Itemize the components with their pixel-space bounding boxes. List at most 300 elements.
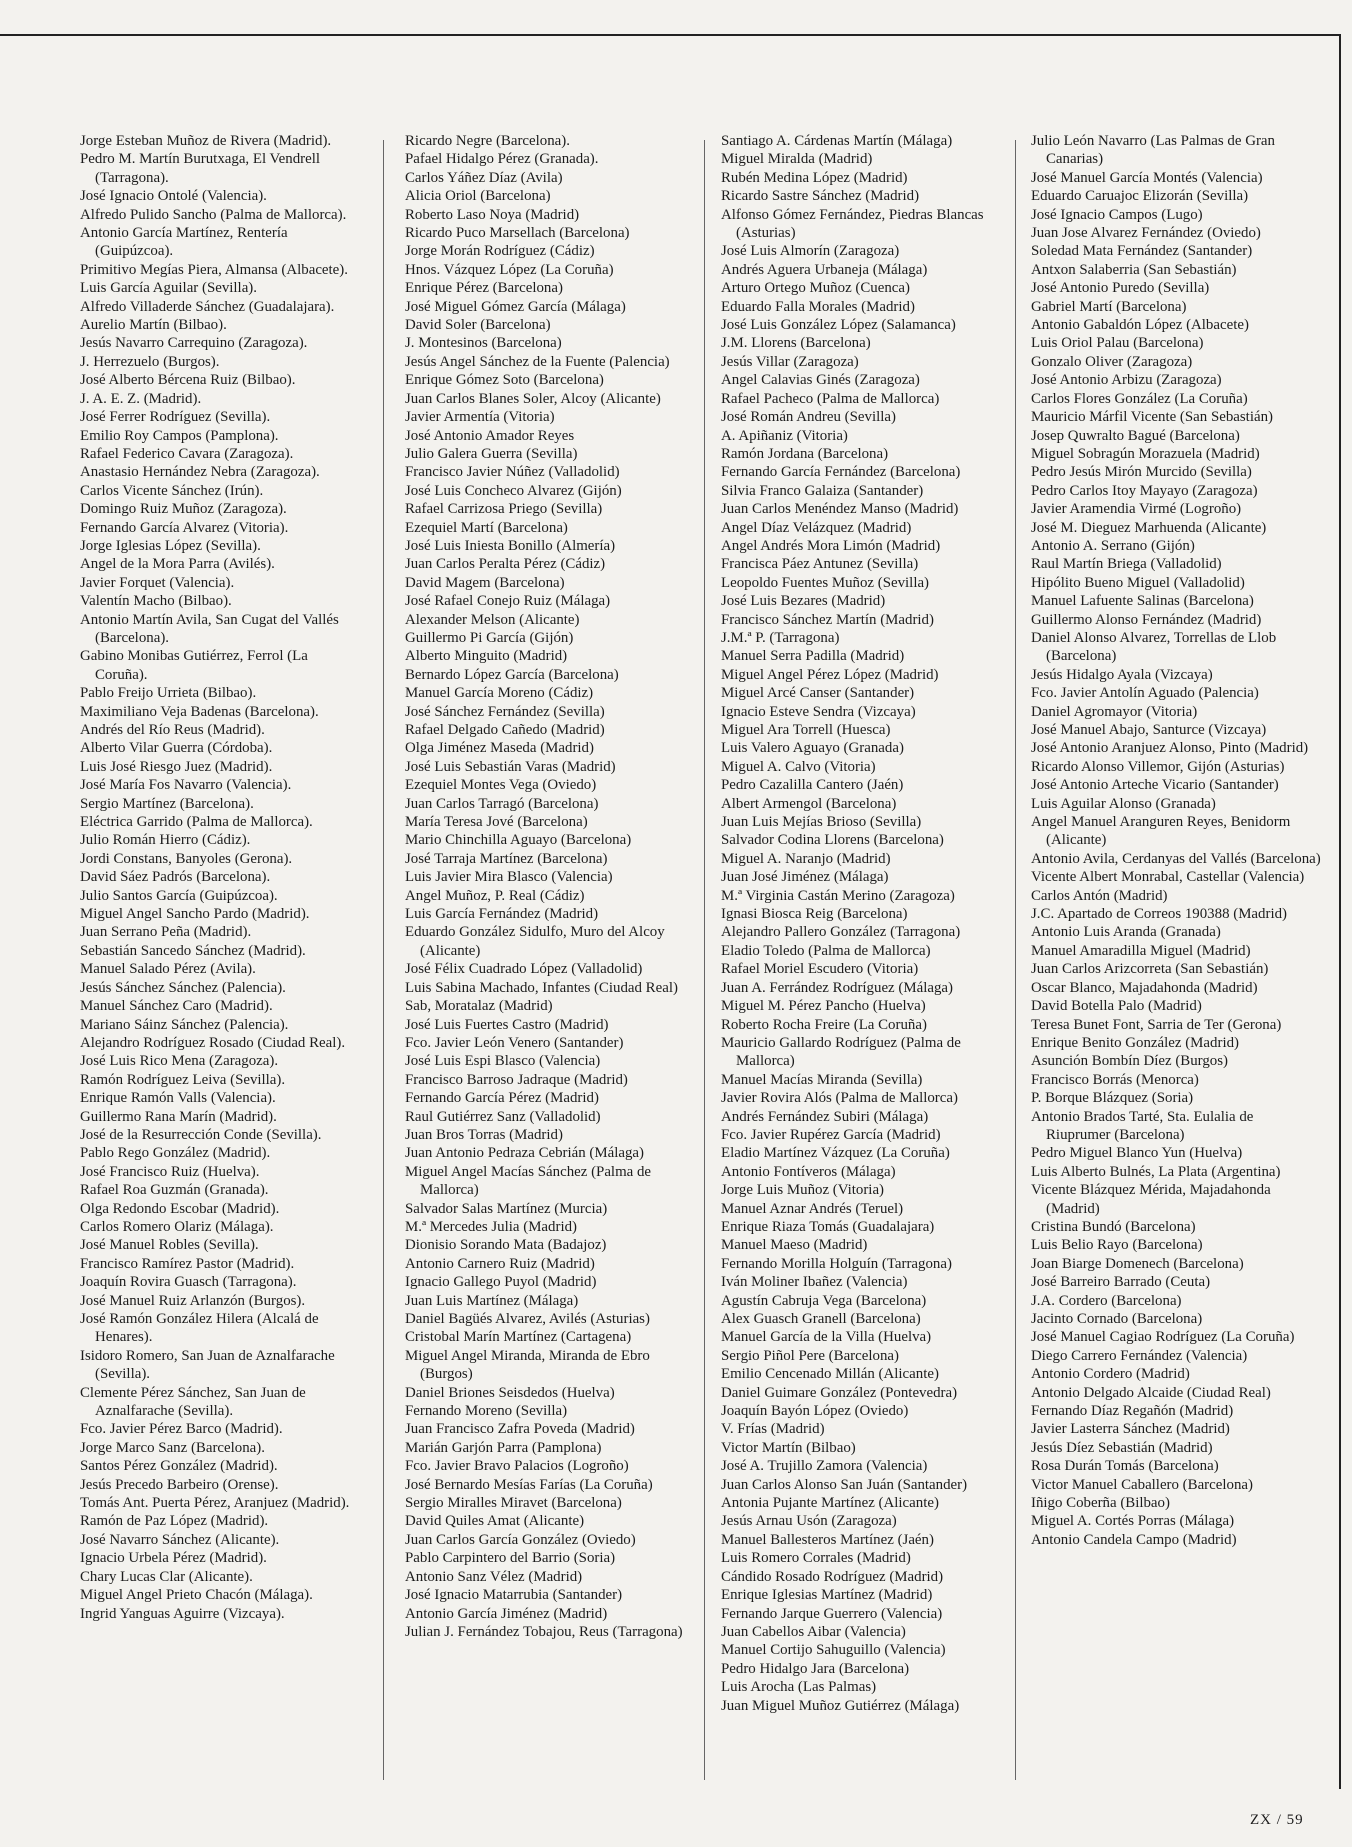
list-item: Juan A. Ferrández Rodríguez (Málaga) [721, 979, 953, 996]
list-item: Antxon Salaberria (San Sebastián) [1031, 261, 1237, 278]
list-item: Antonio Carnero Ruiz (Madrid) [405, 1255, 595, 1272]
list-item: José María Fos Navarro (Valencia). [80, 777, 292, 794]
list-item: Gabriel Martí (Barcelona) [1031, 298, 1187, 315]
list-item: Miguel Angel Prieto Chacón (Málaga). [80, 1587, 313, 1604]
list-item: José Alberto Bércena Ruiz (Bilbao). [80, 372, 296, 389]
list-item: Albert Armengol (Barcelona) [721, 795, 897, 812]
list-item: Miguel Angel Sancho Pardo (Madrid). [80, 906, 310, 923]
list-item: José Antonio Puredo (Sevilla) [1031, 280, 1210, 297]
list-item: Juan Carlos Arizcorreta (San Sebastián) [1031, 961, 1269, 978]
list-item: Pedro Cazalilla Cantero (Jaén) [721, 777, 904, 794]
list-item: Victor Manuel Caballero (Barcelona) [1031, 1476, 1253, 1493]
list-item: Andrés Fernández Subiri (Málaga) [721, 1108, 929, 1125]
list-item: Josep Quwralto Bagué (Barcelona) [1031, 427, 1240, 444]
list-item: Miguel Angel Miranda, Miranda de Ebro (Burgos) [405, 1347, 650, 1383]
list-item: Jesús Villar (Zaragoza) [721, 353, 859, 370]
list-item: Chary Lucas Clar (Alicante). [80, 1568, 253, 1585]
list-item: Roberto Laso Noya (Madrid) [405, 206, 580, 223]
list-item: Soledad Mata Fernández (Santander) [1031, 243, 1253, 260]
list-item: Maximiliano Veja Badenas (Barcelona). [80, 703, 319, 720]
list-item: Antonio Avila, Cerdanyas del Vallés (Barcelona) [1031, 850, 1321, 867]
list-item: Antonio García Jiménez (Madrid) [405, 1605, 608, 1622]
list-item: Sergio Martínez (Barcelona). [80, 795, 254, 812]
list-item: Manuel Aznar Andrés (Teruel) [721, 1200, 904, 1217]
list-item: Agustín Cabruja Vega (Barcelona) [721, 1292, 927, 1309]
list-item: Raul Gutiérrez Sanz (Valladolid) [405, 1108, 601, 1125]
list-item: Silvia Franco Galaiza (Santander) [721, 482, 924, 499]
list-item: Ignacio Urbela Pérez (Madrid). [80, 1550, 267, 1567]
list-item: Juan Carlos Tarragó (Barcelona) [405, 795, 599, 812]
list-item: José Luis Rico Mena (Zaragoza). [80, 1053, 279, 1070]
list-item: Alexander Melson (Alicante) [405, 611, 580, 628]
list-item: José Miguel Gómez García (Málaga) [405, 298, 626, 315]
list-item: José Barreiro Barrado (Ceuta) [1031, 1274, 1211, 1291]
list-item: Antonio Gabaldón López (Albacete) [1031, 317, 1249, 334]
list-item: Angel Manuel Aranguren Reyes, Benidorm (Alicante) [1031, 814, 1291, 849]
list-item: María Teresa Jové (Barcelona) [405, 814, 588, 831]
list-item: Carlos Romero Olariz (Málaga). [80, 1218, 274, 1235]
list-item: Miguel Ara Torrell (Huesca) [721, 722, 891, 738]
list-item: Rafael Federico Cavara (Zaragoza). [80, 445, 294, 462]
list-item: Manuel Amaradilla Miguel (Madrid) [1031, 942, 1251, 959]
list-item: Bernardo López García (Barcelona) [405, 666, 619, 683]
list-item: Pedro M. Martín Burutxaga, El Vendrell (Tarragona). [80, 151, 321, 186]
list-item: Ramón de Paz López (Madrid). [80, 1513, 269, 1530]
list-item: Manuel Cortijo Sahuguillo (Valencia) [721, 1642, 946, 1659]
list-item: Anastasio Hernández Nebra (Zaragoza). [80, 464, 320, 481]
list-item: Dionisio Sorando Mata (Badajoz) [405, 1237, 607, 1254]
list-item: Jorge Luis Muñoz (Vitoria) [721, 1182, 885, 1199]
list-item: Santiago A. Cárdenas Martín (Málaga) [721, 133, 953, 149]
list-item: José Luis Almorín (Zaragoza) [721, 243, 900, 260]
list-item: Raul Martín Briega (Valladolid) [1031, 556, 1222, 573]
list-item: Guillermo Alonso Fernández (Madrid) [1031, 611, 1262, 628]
list-item: Julio Galera Guerra (Sevilla) [405, 445, 578, 462]
list-item: Sebastián Sancedo Sánchez (Madrid). [80, 942, 306, 959]
list-item: José Luis Sebastián Varas (Madrid) [405, 758, 616, 775]
list-item: Francisco Ramírez Pastor (Madrid). [80, 1255, 295, 1272]
list-item: Fco. Javier León Venero (Santander) [405, 1034, 624, 1051]
list-item: Luis Oriol Palau (Barcelona) [1031, 335, 1204, 352]
list-item: Antonio Delgado Alcaide (Ciudad Real) [1031, 1384, 1271, 1401]
list-item: Daniel Briones Seisdedos (Huelva) [405, 1384, 615, 1401]
list-item: Rafael Moriel Escudero (Vitoria) [721, 961, 919, 978]
list-item: Aurelio Martín (Bilbao). [80, 317, 227, 334]
list-item: Luis Sabina Machado, Infantes (Ciudad Real) [405, 979, 678, 996]
list-item: José Francisco Ruiz (Huelva). [80, 1163, 260, 1180]
list-item: J.C. Apartado de Correos 190388 (Madrid) [1031, 906, 1287, 923]
list-item: Ignasi Biosca Reig (Barcelona) [721, 906, 908, 923]
list-item: Eduardo González Sidulfo, Muro del Alcoy (Alicante) [405, 924, 665, 959]
list-item: José Ignacio Campos (Lugo) [1031, 206, 1203, 223]
list-item: Diego Carrero Fernández (Valencia) [1031, 1347, 1248, 1364]
list-item: Guillermo Pi García (Gijón) [405, 629, 574, 646]
list-item: Rafael Pacheco (Palma de Mallorca) [721, 390, 940, 407]
list-item: Cristobal Marín Martínez (Cartagena) [405, 1329, 632, 1346]
list-item: Juan Antonio Pedraza Cebrián (Málaga) [405, 1145, 644, 1162]
list-item: Miguel Angel Macías Sánchez (Palma de Mallorca) [405, 1163, 652, 1199]
list-item: José Antonio Arbizu (Zaragoza) [1031, 372, 1222, 389]
column-divider [704, 140, 705, 1780]
list-item: Antonio Cordero (Madrid) [1031, 1366, 1190, 1383]
list-item: Luis Alberto Bulnés, La Plata (Argentina) [1031, 1163, 1281, 1180]
list-item: Antonio Brados Tarté, Sta. Eulalia de Riuprumer (Barcelona) [1031, 1108, 1254, 1143]
list-item: Iñigo Coberña (Bilbao) [1031, 1495, 1170, 1512]
list-item: Teresa Bunet Font, Sarria de Ter (Gerona) [1031, 1016, 1282, 1033]
list-item: Julian J. Fernández Tobajou, Reus (Tarragona) [405, 1623, 683, 1640]
list-item: Ramón Rodríguez Leiva (Sevilla). [80, 1071, 286, 1088]
list-item: Daniel Bagüés Alvarez, Avilés (Asturias) [405, 1311, 650, 1327]
list-item: Jesús Díez Sebastián (Madrid) [1031, 1439, 1213, 1456]
list-item: Ignacio Esteve Sendra (Vizcaya) [721, 703, 916, 720]
list-item: Fernando Moreno (Sevilla) [405, 1403, 568, 1420]
list-item: Julio Santos García (Guipúzcoa). [80, 887, 278, 904]
list-item: Luis García Fernández (Madrid) [405, 906, 599, 923]
list-item: Pablo Carpintero del Barrio (Soria) [405, 1550, 616, 1567]
list-item: José Manuel Abajo, Santurce (Vizcaya) [1031, 722, 1267, 738]
list-item: Fco. Javier Rupérez García (Madrid) [721, 1126, 941, 1143]
list-item: José Manuel Cagiao Rodríguez (La Coruña) [1031, 1329, 1295, 1346]
list-item: Alicia Oriol (Barcelona) [405, 188, 551, 205]
list-item: Antonio García Martínez, Rentería (Guipúzcoa). [80, 225, 288, 260]
list-item: Leopoldo Fuentes Muñoz (Sevilla) [721, 574, 930, 591]
list-item: Carlos Flores González (La Coruña) [1031, 390, 1248, 407]
list-item: Angel Calavias Ginés (Zaragoza) [721, 372, 920, 389]
list-item: Jesús Sánchez Sánchez (Palencia). [80, 979, 286, 996]
list-item: Alberto Minguito (Madrid) [405, 648, 568, 665]
list-item: Alex Guasch Granell (Barcelona) [721, 1311, 921, 1327]
list-item: Vicente Blázquez Mérida, Majadahonda (Madrid) [1031, 1182, 1271, 1217]
list-item: Eladio Toledo (Palma de Mallorca) [721, 942, 931, 959]
list-item: Mauricio Márfil Vicente (San Sebastián) [1031, 409, 1273, 426]
list-item: Manuel Ballesteros Martínez (Jaén) [721, 1531, 934, 1548]
list-item: Jorge Esteban Muñoz de Rivera (Madrid). [80, 133, 332, 149]
list-item: Ezequiel Montes Vega (Oviedo) [405, 777, 597, 794]
list-item: José Félix Cuadrado López (Valladolid) [405, 961, 643, 978]
list-item: Rafael Roa Guzmán (Granada). [80, 1182, 269, 1199]
list-item: Francisca Páez Antunez (Sevilla) [721, 556, 919, 573]
list-item: Victor Martín (Bilbao) [721, 1439, 856, 1456]
column-divider [1015, 140, 1016, 1780]
list-item: Ricardo Alonso Villemor, Gijón (Asturias) [1031, 758, 1285, 775]
list-item: Hipólito Bueno Miguel (Valladolid) [1031, 574, 1245, 591]
list-item: Luis Javier Mira Blasco (Valencia) [405, 869, 613, 886]
name-column-4 [1031, 132, 1321, 1782]
list-item: Ignacio Gallego Puyol (Madrid) [405, 1274, 597, 1291]
list-item: José Ramón González Hilera (Alcalá de Henares). [80, 1311, 319, 1346]
list-item: Asunción Bombín Díez (Burgos) [1031, 1053, 1229, 1070]
list-item: Alfonso Gómez Fernández, Piedras Blancas (Asturias) [721, 206, 984, 242]
list-item: Salvador Salas Martínez (Murcia) [405, 1200, 608, 1217]
list-item: Enrique Ramón Valls (Valencia). [80, 1090, 276, 1107]
list-item: Pedro Hidalgo Jara (Barcelona) [721, 1660, 910, 1677]
list-item: Antonio Luis Aranda (Granada) [1031, 924, 1221, 941]
list-item: Andrés Aguera Urbaneja (Málaga) [721, 261, 928, 278]
list-item: Santos Pérez González (Madrid). [80, 1458, 278, 1475]
list-item: José Manuel Ruiz Arlanzón (Burgos). [80, 1292, 306, 1309]
list-item: Luis Romero Corrales (Madrid) [721, 1550, 911, 1567]
list-item: Jesús Angel Sánchez de la Fuente (Palencia) [405, 353, 670, 370]
list-item: Sergio Piñol Pere (Barcelona) [721, 1347, 899, 1364]
list-item: Valentín Macho (Bilbao). [80, 593, 232, 610]
list-item: Javier Forquet (Valencia). [80, 574, 235, 591]
list-item: Juan Carlos Blanes Soler, Alcoy (Alicante) [405, 390, 661, 407]
list-item: J.A. Cordero (Barcelona) [1031, 1292, 1182, 1309]
list-item: Juan Bros Torras (Madrid) [405, 1126, 563, 1143]
list-item: Pablo Rego González (Madrid). [80, 1145, 271, 1162]
list-item: Jacinto Cornado (Barcelona) [1031, 1311, 1203, 1327]
list-item: José Ignacio Matarrubia (Santander) [405, 1587, 623, 1604]
list-item: Jordi Constans, Banyoles (Gerona). [80, 850, 293, 867]
list-item: José Sánchez Fernández (Sevilla) [405, 703, 605, 720]
list-item: Fernando Jarque Guerrero (Valencia) [721, 1605, 943, 1622]
list-item: Fco. Javier Pérez Barco (Madrid). [80, 1421, 283, 1438]
list-item: Fernando García Alvarez (Vitoria). [80, 519, 289, 536]
list-item: Manuel García de la Villa (Huelva) [721, 1329, 932, 1346]
list-item: Cristina Bundó (Barcelona) [1031, 1218, 1196, 1235]
list-item: Angel de la Mora Parra (Avilés). [80, 556, 275, 573]
list-item: Carlos Yáñez Díaz (Avila) [405, 169, 563, 186]
list-item: Juan Carlos García González (Oviedo) [405, 1531, 636, 1548]
list-item: Manuel Sánchez Caro (Madrid). [80, 998, 273, 1015]
list-item: Juan Cabellos Aibar (Valencia) [721, 1623, 906, 1640]
list-item: José Ferrer Rodríguez (Sevilla). [80, 409, 271, 426]
list-item: Manuel García Moreno (Cádiz) [405, 685, 594, 702]
list-item: Antonio A. Serrano (Gijón) [1031, 537, 1195, 554]
list-item: Daniel Guimare González (Pontevedra) [721, 1384, 958, 1401]
list-item: Enrique Benito González (Madrid) [1031, 1034, 1239, 1051]
list-item: José Manuel Robles (Sevilla). [80, 1237, 259, 1254]
list-item: Francisco Barroso Jadraque (Madrid) [405, 1071, 628, 1088]
list-item: Fco. Javier Bravo Palacios (Logroño) [405, 1458, 629, 1475]
column-divider [383, 140, 384, 1780]
list-item: Primitivo Megías Piera, Almansa (Albacete). [80, 261, 348, 278]
list-item: Pedro Carlos Itoy Mayayo (Zaragoza) [1031, 482, 1258, 499]
list-item: Miguel Angel Pérez López (Madrid) [721, 666, 939, 683]
list-item: Rafael Delgado Cañedo (Madrid) [405, 722, 605, 738]
list-item: Ezequiel Martí (Barcelona) [405, 519, 568, 536]
list-item: Tomás Ant. Puerta Pérez, Aranjuez (Madrid). [80, 1495, 350, 1512]
list-item: José Navarro Sánchez (Alicante). [80, 1531, 280, 1548]
list-item: Miguel Sobragún Morazuela (Madrid) [1031, 445, 1260, 462]
list-item: Enrique Iglesias Martínez (Madrid) [721, 1587, 933, 1604]
list-item: Eduardo Falla Morales (Madrid) [721, 298, 915, 315]
list-item: Olga Redondo Escobar (Madrid). [80, 1200, 280, 1217]
list-item: Alfredo Villaderde Sánchez (Guadalajara). [80, 298, 335, 315]
list-item: Francisco Borrás (Menorca) [1031, 1071, 1199, 1088]
list-item: Manuel Macías Miranda (Sevilla) [721, 1071, 923, 1088]
list-item: José Tarraja Martínez (Barcelona) [405, 850, 608, 867]
list-item: Angel Díaz Velázquez (Madrid) [721, 519, 912, 536]
list-item: Guillermo Rana Marín (Madrid). [80, 1108, 277, 1125]
list-item: Angel Muñoz, P. Real (Cádiz) [405, 887, 585, 904]
list-item: Miguel A. Naranjo (Madrid) [721, 850, 891, 867]
list-item: Alejandro Rodríguez Rosado (Ciudad Real). [80, 1034, 346, 1051]
list-item: Miguel Arcé Canser (Santander) [721, 685, 915, 702]
list-item: Fernando Díaz Regañón (Madrid) [1031, 1403, 1234, 1420]
list-item: Rafael Carrizosa Priego (Sevilla) [405, 501, 603, 518]
list-item: Angel Andrés Mora Limón (Madrid) [721, 537, 941, 554]
list-item: Enrique Pérez (Barcelona) [405, 280, 563, 297]
right-rule [1339, 34, 1341, 1789]
list-item: Antonio Martín Avila, San Cugat del Vallés (Barcelona). [80, 611, 339, 646]
list-item: Ricardo Puco Marsellach (Barcelona) [405, 225, 630, 242]
list-item: José Luis Fuertes Castro (Madrid) [405, 1016, 609, 1033]
list-item: Luis Valero Aguayo (Granada) [721, 740, 904, 757]
list-item: Fco. Javier Antolín Aguado (Palencia) [1031, 685, 1259, 702]
name-column-1 [80, 132, 362, 1782]
list-item: Pedro Jesús Mirón Murcido (Sevilla) [1031, 464, 1252, 481]
list-item: Ricardo Sastre Sánchez (Madrid) [721, 188, 920, 205]
list-item: José A. Trujillo Zamora (Valencia) [721, 1458, 928, 1475]
list-item: Eduardo Caruajoc Elizorán (Sevilla) [1031, 188, 1249, 205]
list-item: Antonio Sanz Vélez (Madrid) [405, 1568, 583, 1585]
page-number: ZX / 59 [1250, 1812, 1304, 1828]
list-item: José Manuel García Montés (Valencia) [1031, 169, 1263, 186]
list-item: Juan José Jiménez (Málaga) [721, 869, 889, 886]
list-item: M.ª Virginia Castán Merino (Zaragoza) [721, 887, 955, 904]
list-item: José de la Resurrección Conde (Sevilla). [80, 1126, 322, 1143]
list-item: Francisco Sánchez Martín (Madrid) [721, 611, 934, 628]
list-item: Jesús Hidalgo Ayala (Vizcaya) [1031, 666, 1213, 683]
list-item: David Magem (Barcelona) [405, 574, 565, 591]
list-item: Alejandro Pallero González (Tarragona) [721, 924, 961, 941]
list-item: Iván Moliner Ibañez (Valencia) [721, 1274, 908, 1291]
list-item: Ingrid Yanguas Aguirre (Vizcaya). [80, 1605, 285, 1622]
list-item: Manuel Maeso (Madrid) [721, 1237, 868, 1254]
list-item: Luis Belio Rayo (Barcelona) [1031, 1237, 1203, 1254]
list-item: Gonzalo Oliver (Zaragoza) [1031, 353, 1193, 370]
list-item: Luis García Aguilar (Sevilla). [80, 280, 257, 297]
list-item: Juan Francisco Zafra Poveda (Madrid) [405, 1421, 635, 1438]
list-item: Jesús Precedo Barbeiro (Orense). [80, 1476, 279, 1493]
list-item: J.M. Llorens (Barcelona) [721, 335, 871, 352]
list-item: Eléctrica Garrido (Palma de Mallorca). [80, 814, 313, 831]
list-item: Daniel Alonso Alvarez, Torrellas de Llob (Barcelona) [1031, 629, 1277, 665]
list-item: Pablo Freijo Urrieta (Bilbao). [80, 685, 257, 702]
list-item: José Luis Iniesta Bonillo (Almería) [405, 537, 616, 554]
list-item: Mario Chinchilla Aguayo (Barcelona) [405, 832, 632, 849]
list-item: Andrés del Río Reus (Madrid). [80, 722, 265, 738]
name-column-2 [405, 132, 687, 1782]
list-item: Oscar Blanco, Majadahonda (Madrid) [1031, 979, 1258, 996]
list-item: Antonio Fontíveros (Málaga) [721, 1163, 896, 1180]
list-item: Juan Jose Alvarez Fernández (Oviedo) [1031, 225, 1261, 242]
list-item: Domingo Ruiz Muñoz (Zaragoza). [80, 501, 287, 518]
list-item: Jorge Marco Sanz (Barcelona). [80, 1439, 265, 1456]
list-item: P. Borque Blázquez (Soria) [1031, 1090, 1194, 1107]
list-item: M.ª Mercedes Julia (Madrid) [405, 1218, 577, 1235]
list-item: Mariano Sáinz Sánchez (Palencia). [80, 1016, 289, 1033]
list-item: José Bernardo Mesías Farías (La Coruña) [405, 1476, 653, 1493]
list-item: Juan Carlos Alonso San Juán (Santander) [721, 1476, 968, 1493]
list-item: Carlos Antón (Madrid) [1031, 887, 1168, 904]
list-item: Miguel M. Pérez Pancho (Huelva) [721, 998, 926, 1015]
list-item: José Luis Espi Blasco (Valencia) [405, 1053, 601, 1070]
list-item: Manuel Salado Pérez (Avila). [80, 961, 256, 978]
list-item: Francisco Javier Núñez (Valladolid) [405, 464, 620, 481]
list-item: Julio Román Hierro (Cádiz). [80, 832, 251, 849]
list-item: Vicente Albert Monrabal, Castellar (Valencia) [1031, 869, 1305, 886]
list-item: J. Montesinos (Barcelona) [405, 335, 562, 352]
list-item: José Antonio Aranjuez Alonso, Pinto (Madrid) [1031, 740, 1309, 757]
list-item: José M. Dieguez Marhuenda (Alicante) [1031, 519, 1267, 536]
list-item: Hnos. Vázquez López (La Coruña) [405, 261, 614, 278]
list-item: Jesús Arnau Usón (Zaragoza) [721, 1513, 897, 1530]
list-item: Antonia Pujante Martínez (Alicante) [721, 1495, 939, 1512]
list-item: Javier Rovira Alós (Palma de Mallorca) [721, 1090, 958, 1107]
list-item: David Botella Palo (Madrid) [1031, 998, 1202, 1015]
list-item: Fernando García Fernández (Barcelona) [721, 464, 961, 481]
name-column-3 [721, 132, 1003, 1782]
list-item: Olga Jiménez Maseda (Madrid) [405, 740, 594, 757]
list-item: José Antonio Arteche Vicario (Santander) [1031, 777, 1279, 794]
list-item: Luis Arocha (Las Palmas) [721, 1679, 877, 1696]
list-item: Mauricio Gallardo Rodríguez (Palma de Mallorca) [721, 1034, 961, 1070]
list-item: Luis José Riesgo Juez (Madrid). [80, 758, 273, 775]
list-item: Enrique Gómez Soto (Barcelona) [405, 372, 604, 389]
list-item: Javier Armentía (Vitoria) [405, 409, 555, 426]
list-item: Manuel Serra Padilla (Madrid) [721, 648, 905, 665]
list-item: Salvador Codina Llorens (Barcelona) [721, 832, 944, 849]
list-item: Pafael Hidalgo Pérez (Granada). [405, 151, 599, 168]
list-item: Manuel Lafuente Salinas (Barcelona) [1031, 593, 1254, 610]
list-item: Miguel A. Calvo (Vitoria) [721, 758, 876, 775]
list-item: V. Frías (Madrid) [721, 1421, 825, 1438]
list-item: Daniel Agromayor (Vitoria) [1031, 703, 1198, 720]
list-item: Rosa Durán Tomás (Barcelona) [1031, 1458, 1219, 1475]
list-item: Marián Garjón Parra (Pamplona) [405, 1439, 602, 1456]
list-item: Arturo Ortego Muñoz (Cuenca) [721, 280, 910, 297]
list-item: Miguel Miralda (Madrid) [721, 151, 873, 168]
list-item: Juan Carlos Peralta Pérez (Cádiz) [405, 556, 606, 573]
list-item: Fernando Morilla Holguín (Tarragona) [721, 1255, 952, 1272]
list-item: J.M.ª P. (Tarragona) [721, 629, 840, 646]
list-item: David Soler (Barcelona) [405, 317, 551, 334]
list-item: Fernando García Pérez (Madrid) [405, 1090, 599, 1107]
list-item: José Luis González López (Salamanca) [721, 317, 956, 334]
list-item: J. Herrezuelo (Burgos). [80, 353, 220, 370]
list-item: Isidoro Romero, San Juan de Aznalfarache (Sevilla). [80, 1347, 335, 1383]
list-item: José Rafael Conejo Ruiz (Málaga) [405, 593, 611, 610]
list-item: Juan Luis Martínez (Málaga) [405, 1292, 579, 1309]
list-item: Pedro Miguel Blanco Yun (Huelva) [1031, 1145, 1243, 1162]
list-item: A. Apiñaniz (Vitoria) [721, 427, 848, 444]
list-item: José Antonio Amador Reyes [405, 427, 575, 444]
list-item: Antonio Candela Campo (Madrid) [1031, 1531, 1237, 1548]
list-item: Joan Biarge Domenech (Barcelona) [1031, 1255, 1244, 1272]
list-item: Cándido Rosado Rodríguez (Madrid) [721, 1568, 944, 1585]
list-item: Rubén Medina López (Madrid) [721, 169, 908, 186]
list-item: Joaquín Bayón López (Oviedo) [721, 1403, 909, 1420]
list-item: Luis Aguilar Alonso (Granada) [1031, 795, 1216, 812]
list-item: Clemente Pérez Sánchez, San Juan de Aznalfarache (Sevilla). [80, 1384, 306, 1420]
top-rule [0, 34, 1340, 36]
list-item: Ramón Jordana (Barcelona) [721, 445, 889, 462]
list-item: David Quiles Amat (Alicante) [405, 1513, 585, 1530]
list-item: Javier Lasterra Sánchez (Madrid) [1031, 1421, 1230, 1438]
list-item: Julio León Navarro (Las Palmas de Gran Canarias) [1031, 133, 1275, 168]
list-item: Sab, Moratalaz (Madrid) [405, 998, 553, 1015]
list-item: Jesús Navarro Carrequino (Zaragoza). [80, 335, 308, 352]
list-item: Alberto Vilar Guerra (Córdoba). [80, 740, 273, 757]
list-item: Juan Luis Mejías Brioso (Sevilla) [721, 814, 922, 831]
list-item: Jorge Iglesias López (Sevilla). [80, 537, 261, 554]
list-item: José Román Andreu (Sevilla) [721, 409, 896, 426]
list-item: Eladio Martínez Vázquez (La Coruña) [721, 1145, 950, 1162]
list-item: José Luis Bezares (Madrid) [721, 593, 886, 610]
list-item: Sergio Miralles Miravet (Barcelona) [405, 1495, 622, 1512]
